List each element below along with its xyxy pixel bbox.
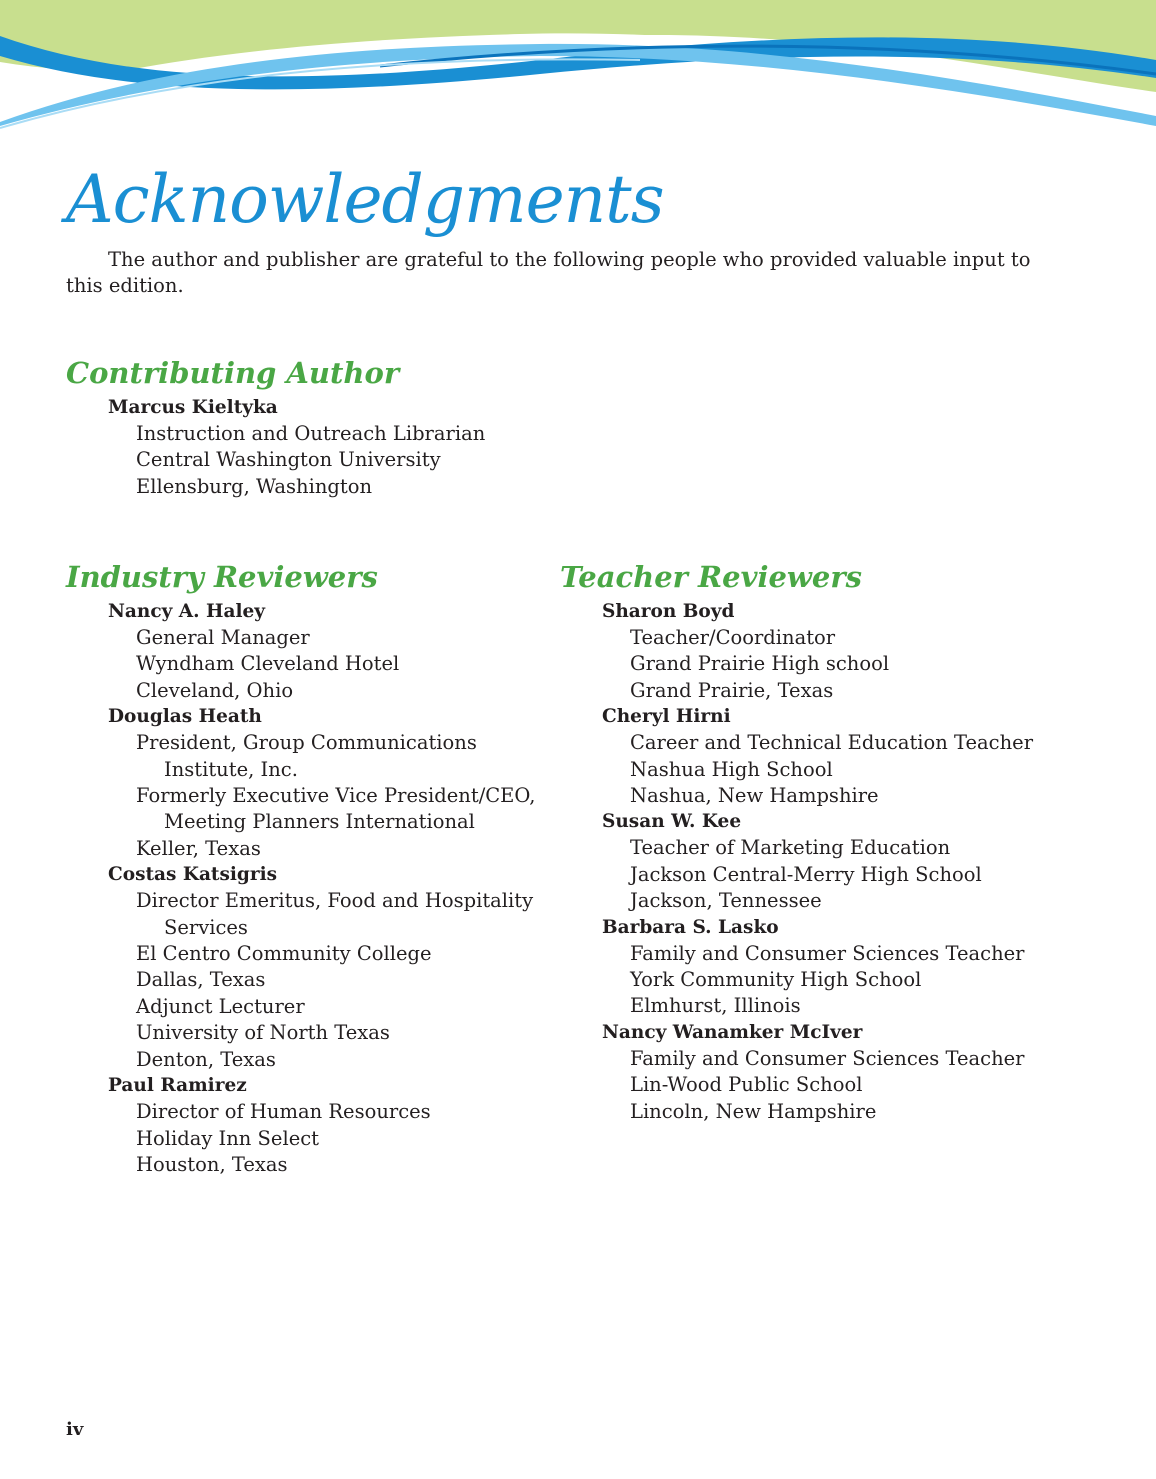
teacher-reviewers-section xyxy=(560,559,1033,1125)
reviewer-name: Sharon Boyd xyxy=(602,601,735,622)
reviewer-entry xyxy=(66,1073,535,1178)
section-heading: Industry Reviewers xyxy=(66,560,378,594)
reviewer-detail: University of North Texas xyxy=(136,1021,390,1045)
reviewer-detail: Keller, Texas xyxy=(136,836,261,860)
reviewer-detail: Cleveland, Ohio xyxy=(136,678,294,702)
reviewer-detail: Nashua High School xyxy=(630,757,833,781)
reviewer-detail: Career and Technical Education Teacher xyxy=(630,731,1034,755)
section-heading: Contributing Author xyxy=(66,356,400,390)
reviewer-detail: Jackson, Tennessee xyxy=(630,889,822,913)
reviewer-detail: Jackson Central-Merry High School xyxy=(630,862,982,886)
reviewer-detail: Grand Prairie High school xyxy=(630,652,890,676)
reviewer-detail: Director of Human Resources xyxy=(136,1100,431,1124)
reviewer-detail: Central Washington University xyxy=(136,448,441,472)
reviewer-name: Susan W. Kee xyxy=(602,811,742,833)
reviewer-entry xyxy=(560,704,1033,809)
reviewer-name: Marcus Kieltyka xyxy=(108,397,278,418)
section-heading: Teacher Reviewers xyxy=(560,560,862,594)
reviewer-name: Barbara S. Lasko xyxy=(602,916,779,938)
reviewer-detail: Dallas, Texas xyxy=(136,968,266,992)
intro-paragraph: The author and publisher are grateful to the following people who provided valuable input to this edition. xyxy=(66,248,1031,297)
industry-reviewers-section xyxy=(66,559,535,1178)
reviewer-entry xyxy=(66,599,535,704)
page-number: iv xyxy=(66,1419,84,1440)
reviewer-detail: York Community High School xyxy=(630,968,922,992)
reviewer-detail: Meeting Planners International xyxy=(164,810,475,834)
reviewer-name: Paul Ramirez xyxy=(108,1075,247,1097)
reviewer-detail: Formerly Executive Vice President/CEO, xyxy=(136,784,536,808)
reviewer-detail: President, Group Communications xyxy=(136,731,477,755)
reviewer-detail: Wyndham Cleveland Hotel xyxy=(136,652,400,676)
reviewer-detail: Ellensburg, Washington xyxy=(136,474,373,498)
reviewer-detail: Denton, Texas xyxy=(136,1047,276,1071)
reviewer-detail: Adjunct Lecturer xyxy=(136,994,305,1018)
reviewer-detail: Holiday Inn Select xyxy=(136,1126,319,1150)
reviewer-entry xyxy=(66,395,485,500)
reviewer-detail: Family and Consumer Sciences Teacher xyxy=(630,941,1025,965)
reviewer-entry xyxy=(560,809,1033,914)
reviewer-detail: Lin-Wood Public School xyxy=(630,1073,863,1097)
reviewer-entry xyxy=(66,862,535,1073)
reviewer-detail: General Manager xyxy=(136,626,310,649)
reviewer-detail: Lincoln, New Hampshire xyxy=(630,1099,877,1123)
reviewer-name: Nancy A. Haley xyxy=(108,601,266,622)
reviewer-name: Nancy Wanamker McIver xyxy=(602,1021,863,1043)
reviewer-entry xyxy=(560,599,1033,704)
reviewer-detail: El Centro Community College xyxy=(136,942,432,966)
reviewer-detail: Teacher/Coordinator xyxy=(630,626,836,649)
reviewer-name: Cheryl Hirni xyxy=(602,706,731,728)
reviewer-detail: Grand Prairie, Texas xyxy=(630,678,834,702)
reviewer-name: Douglas Heath xyxy=(108,706,262,728)
reviewer-name: Costas Katsigris xyxy=(108,864,278,886)
reviewer-entry xyxy=(560,915,1033,1020)
page-title: Acknowledgments xyxy=(66,161,664,238)
reviewer-detail: Director Emeritus, Food and Hospitality xyxy=(136,889,534,913)
reviewer-detail: Family and Consumer Sciences Teacher xyxy=(630,1046,1025,1070)
reviewer-entry xyxy=(66,704,535,862)
header-wave-banner xyxy=(0,0,1156,140)
reviewer-detail: Teacher of Marketing Education xyxy=(630,836,951,860)
reviewer-detail: Services xyxy=(164,915,248,939)
reviewer-detail: Nashua, New Hampshire xyxy=(630,784,879,808)
contributing-author-section xyxy=(66,355,485,500)
reviewer-detail: Houston, Texas xyxy=(136,1152,288,1176)
reviewer-detail: Instruction and Outreach Librarian xyxy=(136,422,486,445)
reviewer-entry xyxy=(560,1020,1033,1125)
reviewer-detail: Institute, Inc. xyxy=(164,757,298,781)
reviewer-detail: Elmhurst, Illinois xyxy=(630,994,801,1018)
